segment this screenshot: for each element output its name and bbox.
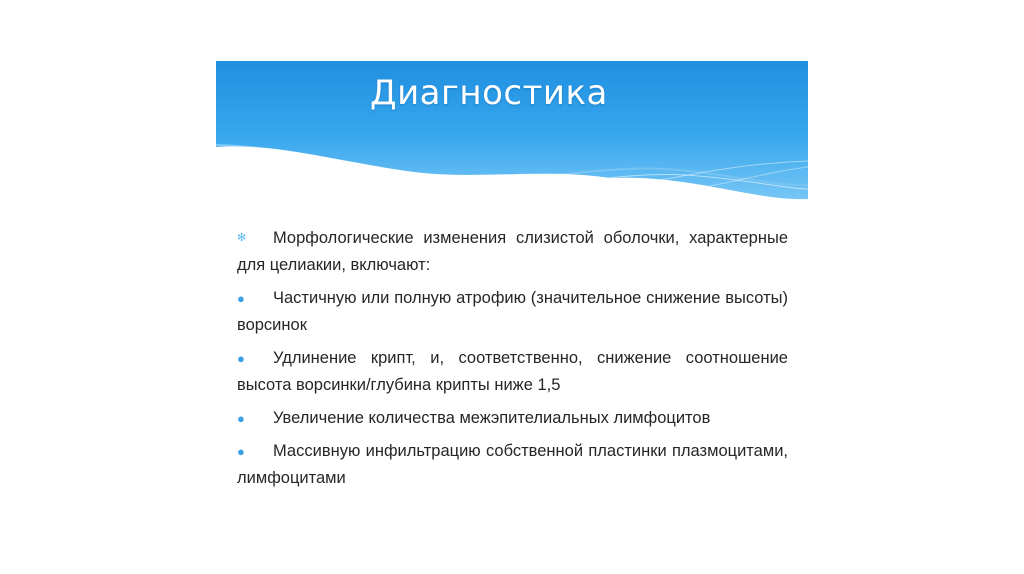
bullet-text: Частичную или полную атрофию (значительное снижение высоты) ворсинок: [237, 289, 788, 334]
slide-title: Диагностика: [370, 73, 608, 113]
bullet-item: [236, 285, 788, 339]
bullet-item: [236, 225, 788, 279]
star-bullet-icon: ✻: [237, 232, 247, 244]
slide: [216, 61, 808, 523]
bullet-text: Морфологические изменения слизистой оболочки, характерные для целиакии, включают:: [237, 229, 788, 274]
bullet-item: [236, 345, 788, 399]
slide-body: [236, 225, 788, 498]
bullet-text: Массивную инфильтрацию собственной пластинки плазмоцитами, лимфоцитами: [237, 442, 788, 487]
bullet-text: Увеличение количества межэпителиальных лимфоцитов: [273, 409, 711, 427]
dot-bullet-icon: ●: [237, 291, 245, 306]
bullet-item: [236, 405, 788, 432]
dot-bullet-icon: ●: [237, 444, 245, 459]
bullet-list: [236, 225, 788, 492]
dot-bullet-icon: ●: [237, 351, 245, 366]
bullet-text: Удлинение крипт, и, соответственно, снижение соотношение высота ворсинки/глубина крипты ниже 1,5: [237, 349, 788, 394]
dot-bullet-icon: ●: [237, 411, 245, 426]
slide-header-banner: [216, 61, 808, 211]
bullet-item: [236, 438, 788, 492]
